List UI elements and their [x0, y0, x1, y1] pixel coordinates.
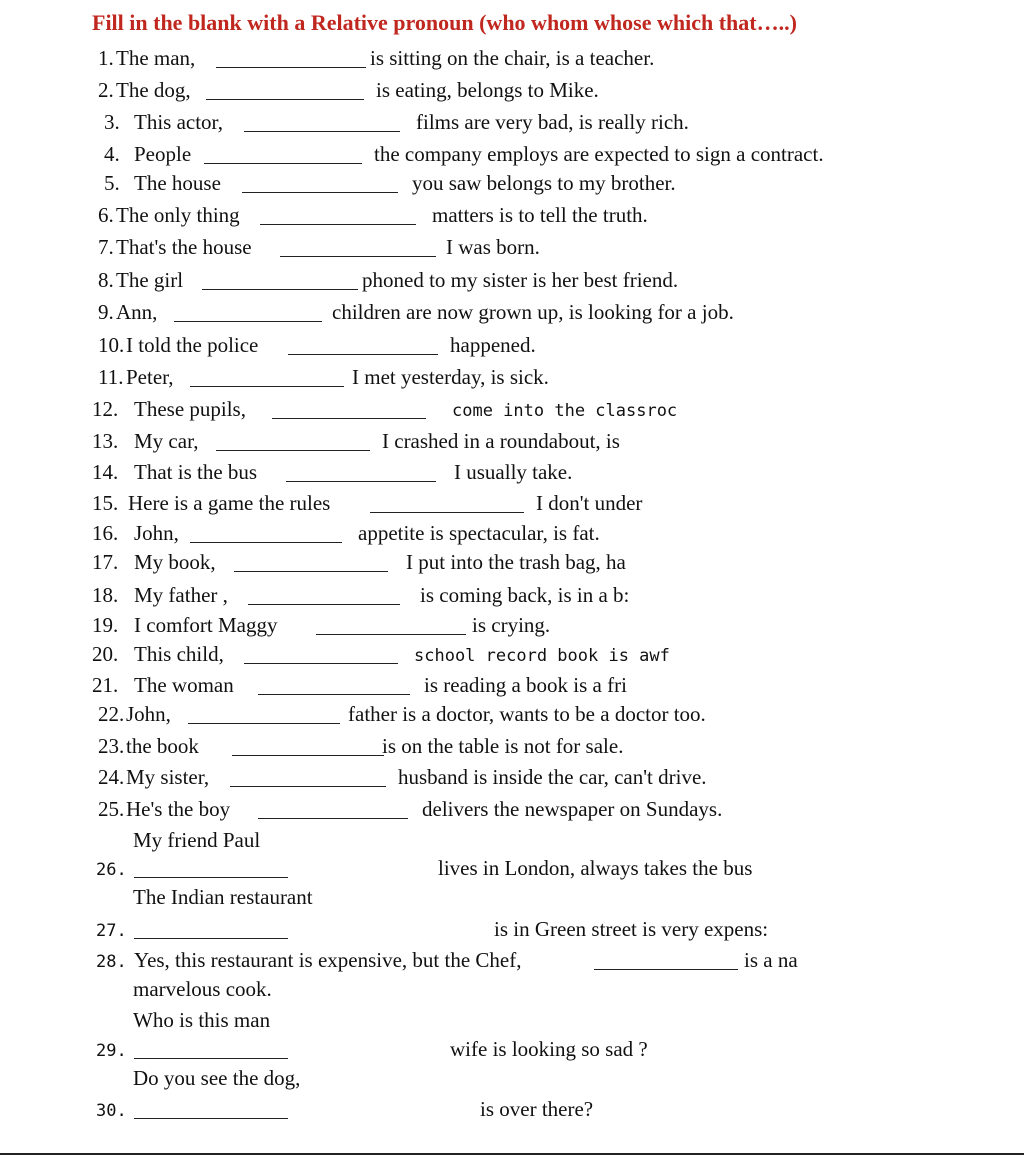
item-number: 22.: [98, 702, 125, 726]
item-number: 12.: [92, 397, 119, 421]
item-text-before: The man,: [116, 46, 196, 70]
item-27-lead: The Indian restaurant: [133, 885, 313, 909]
item-number: 29.: [96, 1041, 127, 1061]
item-text-before: My car,: [134, 429, 199, 453]
item-number: 24.: [98, 765, 125, 789]
item-text-after: I crashed in a roundabout, is: [382, 429, 620, 453]
answer-blank[interactable]: [204, 163, 362, 164]
answer-blank[interactable]: [216, 67, 366, 68]
item-26-lead: My friend Paul: [133, 828, 261, 852]
answer-blank[interactable]: [272, 418, 426, 419]
item-text-before: The woman: [134, 673, 234, 697]
item-text-before: He's the boy: [126, 797, 231, 821]
answer-blank[interactable]: [134, 877, 288, 878]
item-text-before: These pupils,: [134, 397, 246, 421]
answer-blank[interactable]: [216, 450, 370, 451]
item-number: 16.: [92, 521, 119, 545]
item-text-before: This actor,: [134, 110, 223, 134]
answer-blank[interactable]: [288, 354, 438, 355]
item-text-after: children are now grown up, is looking for a job.: [332, 300, 734, 324]
item-text-after: is coming back, is in a b:: [420, 583, 630, 607]
item-number: 13.: [92, 429, 119, 453]
item-text-before: I told the police: [126, 333, 259, 357]
item-text-after: matters is to tell the truth.: [432, 203, 648, 227]
item-number: 26.: [96, 860, 127, 880]
item-text-after: I usually take.: [454, 460, 573, 484]
item-text-after: come into the classroc: [452, 401, 678, 421]
item-number: 3.: [104, 110, 120, 134]
item-number: 27.: [96, 921, 127, 941]
item-text-after: delivers the newspaper on Sundays.: [422, 797, 723, 821]
item-text-before: John,: [126, 702, 171, 726]
item-text-after: films are very bad, is really rich.: [416, 110, 689, 134]
answer-blank[interactable]: [370, 512, 524, 513]
answer-blank[interactable]: [190, 542, 342, 543]
answer-blank[interactable]: [206, 99, 364, 100]
item-number: 14.: [92, 460, 119, 484]
answer-blank[interactable]: [280, 256, 436, 257]
item-text-before: Ann,: [116, 300, 158, 324]
item-text-after: happened.: [450, 333, 536, 357]
item-number: 23.: [98, 734, 125, 758]
item-text-before: Here is a game the rules: [128, 491, 331, 515]
answer-blank[interactable]: [188, 723, 340, 724]
item-number: 8.: [98, 268, 114, 292]
item-text-after: appetite is spectacular, is fat.: [358, 521, 600, 545]
answer-blank[interactable]: [134, 1118, 288, 1119]
answer-blank[interactable]: [286, 481, 436, 482]
answer-blank[interactable]: [244, 663, 398, 664]
bottom-border: [0, 1153, 1024, 1155]
item-text-before: the book: [126, 734, 199, 758]
item-text-after: is crying.: [472, 613, 551, 637]
item-text-before: John,: [134, 521, 179, 545]
item-text-after: is on the table is not for sale.: [382, 734, 624, 758]
item-number: 10.: [98, 333, 125, 357]
item-28-continuation: marvelous cook.: [133, 977, 272, 1001]
item-text-after: is a na: [744, 948, 798, 972]
item-number: 1.: [98, 46, 114, 70]
answer-blank[interactable]: [258, 694, 410, 695]
answer-blank[interactable]: [248, 604, 400, 605]
item-text-after: phoned to my sister is her best friend.: [362, 268, 679, 292]
item-text-after: I met yesterday, is sick.: [352, 365, 549, 389]
item-number: 6.: [98, 203, 114, 227]
item-text-before: This child,: [134, 642, 224, 666]
item-number: 30.: [96, 1101, 127, 1121]
item-number: 17.: [92, 550, 119, 574]
item-text-after: father is a doctor, wants to be a doctor too.: [348, 702, 706, 726]
item-number: 2.: [98, 78, 114, 102]
item-number: 11.: [98, 365, 124, 389]
item-text-after: I was born.: [446, 235, 540, 259]
item-text-before: The house: [134, 171, 221, 195]
item-text-after: is reading a book is a fri: [424, 673, 627, 697]
item-number: 5.: [104, 171, 120, 195]
item-text-after: school record book is awf: [414, 646, 670, 666]
item-number: 4.: [104, 142, 120, 166]
item-text-before: That is the bus: [134, 460, 258, 484]
item-text-before: The dog,: [116, 78, 191, 102]
item-number: 7.: [98, 235, 114, 259]
item-text-before: The girl: [116, 268, 184, 292]
item-number: 9.: [98, 300, 114, 324]
item-text-before: My book,: [134, 550, 216, 574]
answer-blank[interactable]: [316, 634, 466, 635]
item-30-lead: Do you see the dog,: [133, 1066, 301, 1090]
item-text-before: I comfort Maggy: [134, 613, 278, 637]
answer-blank[interactable]: [234, 571, 388, 572]
item-text-before: Peter,: [126, 365, 174, 389]
item-number: 28.: [96, 952, 127, 972]
worksheet-title: Fill in the blank with a Relative pronoun (who whom whose which that…..): [92, 10, 797, 35]
item-text-after: you saw belongs to my brother.: [412, 171, 676, 195]
item-text-after: is sitting on the chair, is a teacher.: [370, 46, 655, 70]
item-text-after: I put into the trash bag, ha: [406, 550, 626, 574]
item-text-after: is eating, belongs to Mike.: [376, 78, 599, 102]
answer-blank[interactable]: [134, 1058, 288, 1059]
item-number: 19.: [92, 613, 119, 637]
item-text-after: is in Green street is very expens:: [494, 917, 769, 941]
answer-blank[interactable]: [242, 192, 398, 193]
answer-blank[interactable]: [190, 386, 344, 387]
item-text-before: That's the house: [116, 235, 252, 259]
item-29-lead: Who is this man: [133, 1008, 271, 1032]
item-number: 15.: [92, 491, 119, 515]
answer-blank[interactable]: [258, 818, 408, 819]
answer-blank[interactable]: [202, 289, 358, 290]
item-text-after: the company employs are expected to sign a contract.: [374, 142, 824, 166]
item-text-after: is over there?: [480, 1097, 594, 1121]
item-text-after: wife is looking so sad ?: [450, 1037, 648, 1061]
answer-blank[interactable]: [260, 224, 416, 225]
item-text-before: My sister,: [126, 765, 210, 789]
item-number: 25.: [98, 797, 125, 821]
item-text-after: lives in London, always takes the bus: [438, 856, 753, 880]
item-text-before: My father ,: [134, 583, 228, 607]
answer-blank[interactable]: [174, 321, 322, 322]
item-text-after: husband is inside the car, can't drive.: [398, 765, 707, 789]
answer-blank[interactable]: [244, 131, 400, 132]
answer-blank[interactable]: [232, 755, 384, 756]
answer-blank[interactable]: [230, 786, 386, 787]
answer-blank[interactable]: [134, 938, 288, 939]
item-number: 20.: [92, 642, 119, 666]
item-number: 18.: [92, 583, 119, 607]
item-text-before: People: [134, 142, 192, 166]
item-text-before: Yes, this restaurant is expensive, but the Chef,: [134, 948, 522, 972]
answer-blank[interactable]: [594, 969, 738, 970]
item-text-after: I don't under: [536, 491, 643, 515]
item-text-before: The only thing: [116, 203, 240, 227]
item-number: 21.: [92, 673, 119, 697]
